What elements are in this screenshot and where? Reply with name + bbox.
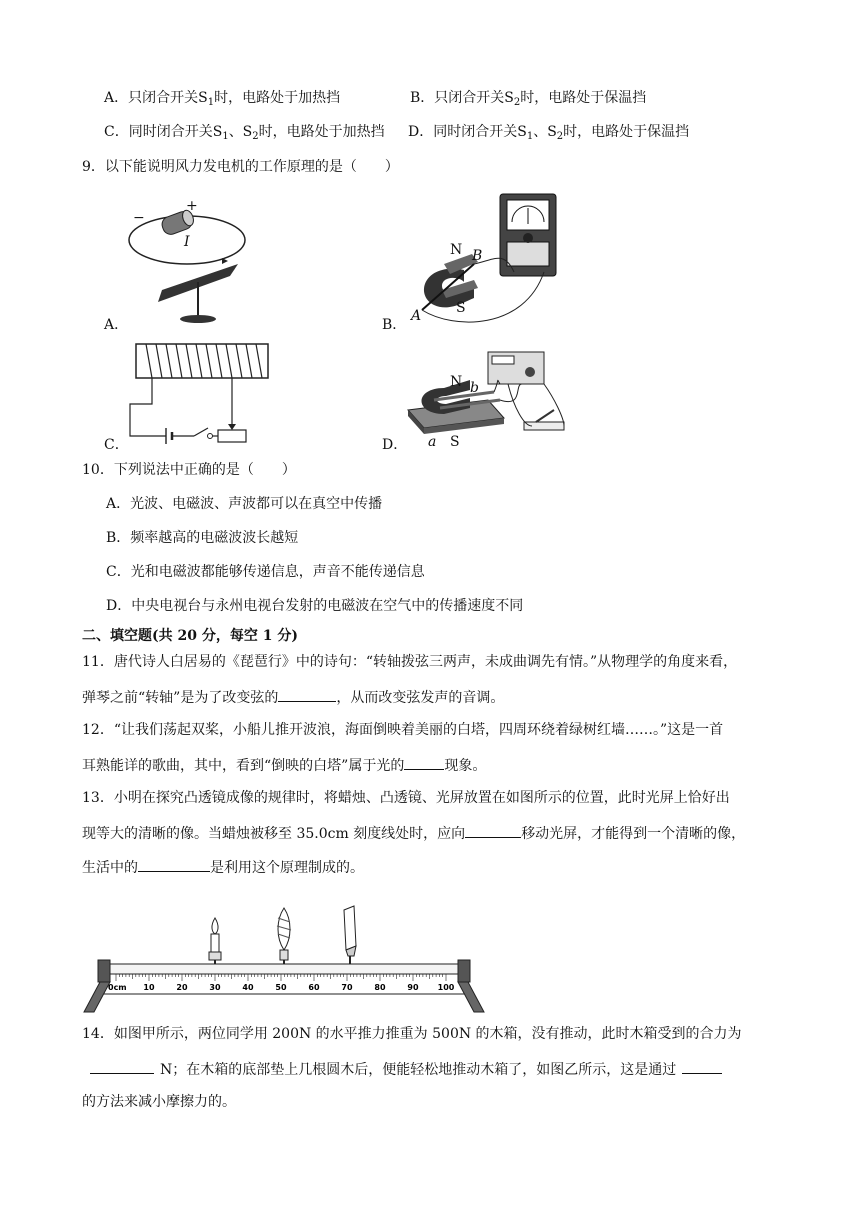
q12-line2: 耳熟能详的歌曲，其中，看到“倒映的白塔”属于光的 现象。 xyxy=(82,754,486,776)
q8-option-b: B．只闭合开关$S_2$时，电路处于保温挡 xyxy=(410,90,647,108)
q12-blank[interactable] xyxy=(404,754,444,770)
q14-line1: 14．如图甲所示，两位同学用 200N 的水平推力推重为 500N 的木箱，没有推动，此时木箱受到的合力为 xyxy=(82,1026,742,1042)
ruler-tick-label: 50 xyxy=(275,983,287,992)
ruler-tick-label: 40 xyxy=(242,983,254,992)
fig-a-plus: + xyxy=(186,198,198,214)
q11-blank[interactable] xyxy=(278,686,336,702)
fig-d-n: N xyxy=(450,374,463,390)
ruler-tick-label: 20 xyxy=(176,983,188,992)
q13-line1: 13．小明在探究凸透镜成像的规律时，将蜡烛、凸透镜、光屏放置在如图所示的位置，此时光屏上恰好出 xyxy=(82,790,730,806)
solenoid-circuit-figure-icon xyxy=(126,340,276,445)
fig-d-s: S xyxy=(450,434,460,450)
ruler-tick-label: 100 xyxy=(437,983,455,992)
candle-icon xyxy=(209,918,221,968)
q11-line1: 11．唐代诗人白居易的《琵琶行》中的诗句：“转轴拨弦三两声，未成曲调先有情。”从物理学的角度来看， xyxy=(82,654,738,670)
q14-line3: 的方法来减小摩擦力的。 xyxy=(82,1094,236,1110)
optical-bench-figure xyxy=(82,904,492,1016)
lens-icon xyxy=(277,908,291,968)
ruler-unit-label: 0cm xyxy=(108,983,127,992)
fig-b-s: S xyxy=(456,300,466,316)
q14-line2: N；在木箱的底部垫上几根圆木后，便能轻松地推动木箱了，如图乙所示，这是通过 xyxy=(82,1058,722,1080)
q10-option-d: D．中央电视台与永州电视台发射的电磁波在空气中的传播速度不同 xyxy=(106,598,524,614)
section-heading: 二、填空题(共 20 分，每空 1 分) xyxy=(82,628,298,644)
motor-principle-figure-icon xyxy=(404,348,584,443)
ruler-tick-label: 90 xyxy=(407,983,419,992)
q9-label-d: D． xyxy=(382,437,408,453)
q10-option-b: B．频率越高的电磁波波长越短 xyxy=(106,530,299,546)
q8-option-d: D．同时闭合开关$S_1$、$S_2$时，电路处于保温挡 xyxy=(408,124,690,142)
screen-icon xyxy=(344,906,356,968)
q13-line3: 生活中的 是利用这个原理制成的。 xyxy=(82,856,364,878)
ruler-tick-label: 60 xyxy=(308,983,320,992)
q14-blank-1[interactable] xyxy=(90,1058,154,1074)
q10-stem: 10．下列说法中正确的是（ ） xyxy=(82,462,296,478)
q11-line2: 弹琴之前“转轴”是为了改变弦的 ，从而改变弦发声的音调。 xyxy=(82,686,504,708)
fig-a-minus: − xyxy=(133,210,145,226)
q9-label-c: C． xyxy=(104,437,129,453)
ruler-tick-label: 80 xyxy=(374,983,386,992)
q13-blank-2[interactable] xyxy=(138,856,210,872)
q10-option-a: A．光波、电磁波、声波都可以在真空中传播 xyxy=(106,496,383,512)
ruler-tick-label: 70 xyxy=(341,983,353,992)
q8-option-a: A．只闭合开关$S_1$时，电路处于加热挡 xyxy=(104,90,341,108)
ruler-tick-label: 30 xyxy=(209,983,221,992)
fig-b-b: B xyxy=(472,248,483,264)
q14-blank-2[interactable] xyxy=(682,1058,722,1074)
q8-option-c: C．同时闭合开关$S_1$、$S_2$时，电路处于加热挡 xyxy=(104,124,385,142)
q13-blank-1[interactable] xyxy=(465,822,521,838)
fig-d-a: a xyxy=(428,434,437,450)
ruler-tick-label: 10 xyxy=(143,983,155,992)
fig-b-a: A xyxy=(411,308,422,324)
q13-line2: 现等大的清晰的像。当蜡烛被移至 35.0cm 刻度线处时，应向 移动光屏，才能得到一个清晰的像， xyxy=(82,822,745,844)
fig-d-b: b xyxy=(470,380,479,396)
q9-label-b: B． xyxy=(382,317,407,333)
fig-a-current: I xyxy=(184,234,190,250)
q10-option-c: C．光和电磁波都能够传递信息，声音不能传递信息 xyxy=(106,564,425,580)
induction-galvanometer-figure-icon xyxy=(404,190,564,330)
q12-line1: 12．“让我们荡起双桨，小船儿推开波浪，海面倒映着美丽的白塔，四周环绕着绿树红墙……。”这是一首 xyxy=(82,722,724,738)
q9-label-a: A． xyxy=(104,317,129,333)
q9-stem: 9．以下能说明风力发电机的工作原理的是（ ） xyxy=(82,159,399,175)
fig-b-n: N xyxy=(450,242,463,258)
